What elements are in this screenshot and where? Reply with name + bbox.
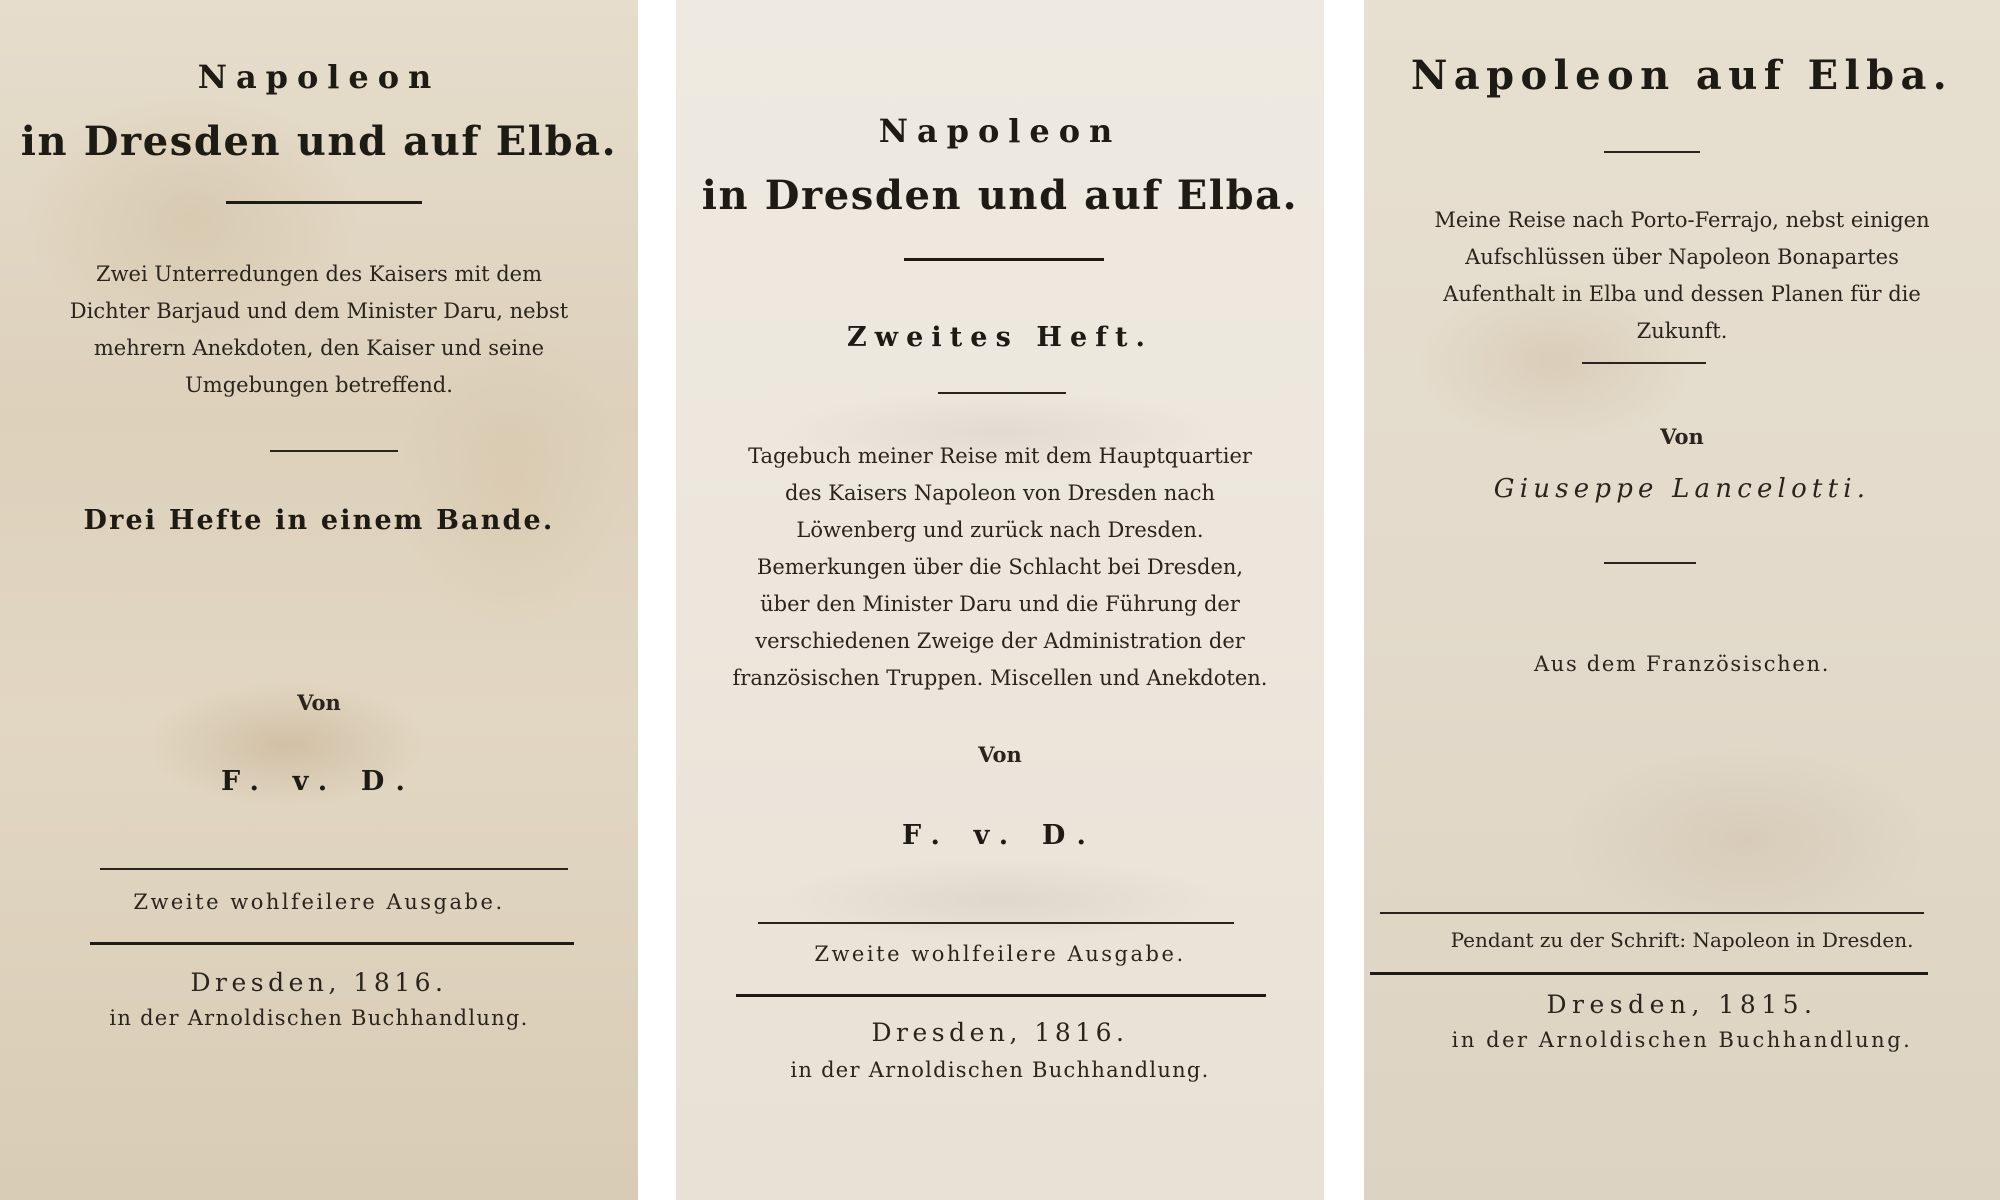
divider (90, 942, 574, 945)
divider (736, 994, 1266, 997)
by-label: Von (978, 742, 1022, 767)
divider (1604, 151, 1700, 153)
edition: Zweite wohlfeilere Ausgabe. (814, 942, 1186, 966)
publisher: in der Arnoldischen Buchhandlung. (1451, 1028, 1913, 1052)
divider (1604, 562, 1696, 564)
by-label: Von (297, 690, 341, 715)
divider (1380, 912, 1924, 914)
companion-note: Pendant zu der Schrift: Napoleon in Dresden. (1450, 928, 1914, 952)
title-line-1: Napoleon (197, 58, 441, 96)
place-year: Dresden, 1815. (1546, 990, 1818, 1019)
title-page-3 (1364, 0, 2000, 1200)
publisher: in der Arnoldischen Buchhandlung. (109, 1006, 529, 1030)
part-label: Zweites Heft. (846, 322, 1154, 353)
description: Zwei Unterredungen des Kaisers mit dem Dichter Barjaud und dem Minister Daru, nebst mehrern Anekdoten, den Kaiser und seine Umgebungen betreffend. (69, 262, 569, 397)
description: Meine Reise nach Porto-Ferrajo, nebst einigen Aufschlüssen über Napoleon Bonapartes Aufenthalt in Elba und dessen Planen für die Zukunft. (1434, 208, 1930, 343)
title: Napoleon auf Elba. (1410, 52, 1954, 99)
divider (1582, 362, 1706, 364)
by-label: Von (1660, 424, 1704, 449)
title-line-2: in Dresden und auf Elba. (701, 172, 1299, 219)
title-page-2 (676, 0, 1324, 1200)
author: Giuseppe Lancelotti. (1493, 474, 1871, 504)
author: F. v. D. (901, 820, 1099, 851)
place-year: Dresden, 1816. (871, 1018, 1129, 1047)
title-page-1 (0, 0, 638, 1200)
volume-note: Drei Hefte in einem Bande. (83, 505, 555, 536)
author: F. v. D. (220, 766, 418, 797)
edition: Zweite wohlfeilere Ausgabe. (133, 890, 505, 914)
divider (904, 258, 1104, 261)
description: Tagebuch meiner Reise mit dem Hauptquartier des Kaisers Napoleon von Dresden nach Löwenberg und zurück nach Dresden. Bemerkungen über die Schlacht bei Dresden, über den Minister Daru und die Führung der verschiedenen Zweige der Administration der französischen Truppen. Miscellen und Anekdoten. (732, 444, 1268, 690)
divider (226, 201, 422, 204)
title-line-1: Napoleon (878, 112, 1122, 150)
translation-note: Aus dem Französischen. (1533, 652, 1831, 676)
divider (758, 922, 1234, 924)
divider (1370, 972, 1928, 975)
divider (100, 868, 568, 870)
divider (270, 450, 398, 452)
publisher: in der Arnoldischen Buchhandlung. (790, 1058, 1210, 1082)
place-year: Dresden, 1816. (190, 968, 448, 997)
divider (938, 392, 1066, 394)
title-line-2: in Dresden und auf Elba. (20, 118, 618, 165)
